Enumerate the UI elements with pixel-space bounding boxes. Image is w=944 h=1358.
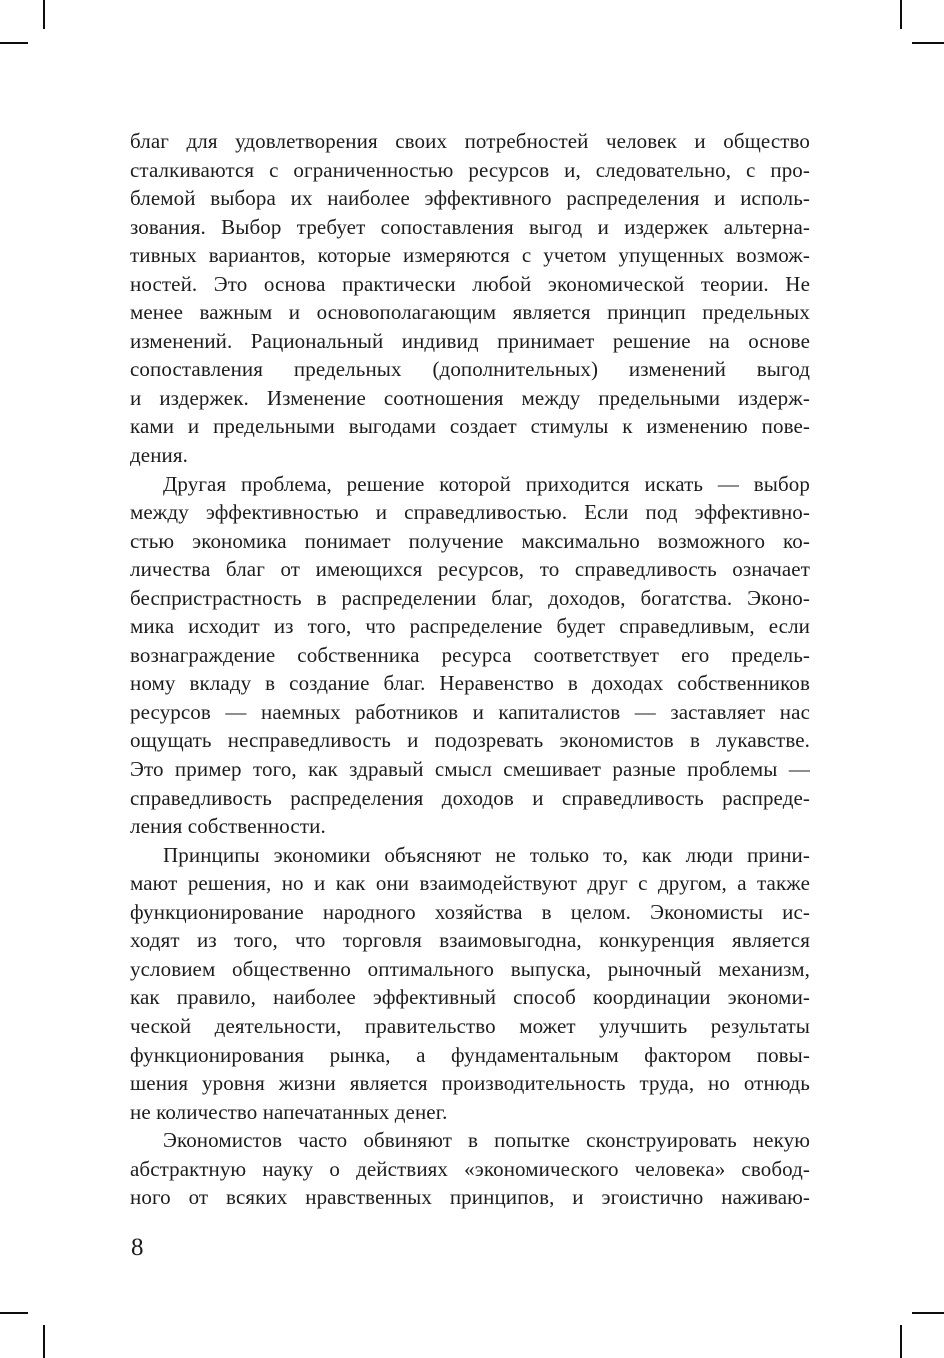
text-line: функционирование народного хозяйства в целом. Экономисты ис- (130, 899, 810, 924)
text-line: ностей. Это основа практически любой экономической теории. Не (130, 271, 810, 296)
text-line: стью экономика понимает получение максимально возможного ко- (130, 528, 810, 553)
paragraph-equity-vs-efficiency (130, 470, 810, 841)
text-line: ками и предельными выгодами создает стимулы к изменению пове- (130, 414, 810, 439)
crop-mark-bottom-left-horizontal (0, 1312, 28, 1314)
text-line: абстрактную науку о действиях «экономического человека» свобод- (130, 1156, 810, 1181)
text-line: блемой выбора их наиболее эффективного распределения и исполь- (130, 186, 810, 211)
text-line: личества благ от имеющихся ресурсов, то справедливость означает (130, 557, 810, 582)
paragraph-continued-from-previous-page (130, 127, 810, 470)
text-line: Экономистов часто обвиняют в попытке сконструировать некую (163, 1128, 810, 1153)
text-line: функционирования рынка, а фундаментальным фактором повы- (130, 1042, 810, 1067)
text-line: Принципы экономики объясняют не только то, как люди прини- (163, 842, 810, 867)
text-line: сталкиваются с ограниченностью ресурсов и, следовательно, с про- (130, 157, 810, 182)
crop-mark-top-left-vertical (43, 0, 45, 29)
crop-mark-top-right-horizontal (912, 42, 944, 44)
page-text-column (130, 127, 810, 1212)
crop-mark-bottom-right-horizontal (912, 1312, 944, 1314)
text-line: между эффективностью и справедливостью. Если под эффективно- (130, 500, 810, 525)
text-line: и издержек. Изменение соотношения между предельными издерж- (130, 385, 810, 410)
text-line: ощущать несправедливость и подозревать экономистов в лукавстве. (130, 728, 810, 753)
text-line: ческой деятельности, правительство может улучшить результаты (130, 1013, 810, 1038)
text-line: зования. Выбор требует сопоставления выгод и издержек альтерна- (130, 214, 810, 239)
text-line: вознаграждение собственника ресурса соответствует его предель- (130, 642, 810, 667)
paragraph-principles-of-economics (130, 841, 810, 1126)
text-line: ходят из того, что торговля взаимовыгодна, конкуренция является (130, 928, 810, 953)
crop-mark-top-right-vertical (900, 0, 902, 29)
text-line: благ для удовлетворения своих потребностей человек и общество (130, 129, 810, 153)
text-line: мика исходит из того, что распределение будет справедливым, если (130, 614, 810, 639)
text-line: мают решения, но и как они взаимодействуют друг с другом, а также (130, 871, 810, 896)
text-line: ресурсов — наемных работников и капиталистов — заставляет нас (130, 699, 810, 724)
text-line: не количество напечатанных денег. (130, 1099, 448, 1124)
text-line: Это пример того, как здравый смысл смешивает разные проблемы — (130, 757, 810, 782)
text-line: ного от всяких нравственных принципов, и эгоистично наживаю- (130, 1185, 810, 1210)
text-line: справедливость распределения доходов и справедливость распреде- (130, 785, 810, 810)
paragraph-economists-accused (130, 1126, 810, 1212)
text-line: менее важным и основополагающим является принцип предельных (130, 300, 810, 325)
crop-mark-top-left-horizontal (0, 42, 28, 44)
text-line: шения уровня жизни является производительность труда, но отнюдь (130, 1071, 810, 1096)
text-line: тивных вариантов, которые измеряются с учетом упущенных возмож- (130, 243, 810, 268)
text-line: Другая проблема, решение которой приходится искать — выбор (163, 471, 810, 496)
text-line: ления собственности. (130, 814, 326, 839)
text-line: беспристрастность в распределении благ, доходов, богатства. Эконо- (130, 585, 810, 610)
crop-mark-bottom-left-vertical (43, 1325, 45, 1358)
crop-mark-bottom-right-vertical (900, 1325, 902, 1358)
text-line: изменений. Рациональный индивид принимает решение на основе (130, 328, 810, 353)
text-line: ному вкладу в создание благ. Неравенство в доходах собственников (130, 671, 810, 696)
text-line: дения. (130, 443, 188, 468)
text-line: сопоставления предельных (дополнительных) изменений выгод (130, 357, 810, 382)
text-line: как правило, наиболее эффективный способ координации экономи- (130, 985, 810, 1010)
page-number: 8 (131, 1234, 144, 1261)
text-line: условием общественно оптимального выпуска, рыночный механизм, (130, 956, 810, 981)
